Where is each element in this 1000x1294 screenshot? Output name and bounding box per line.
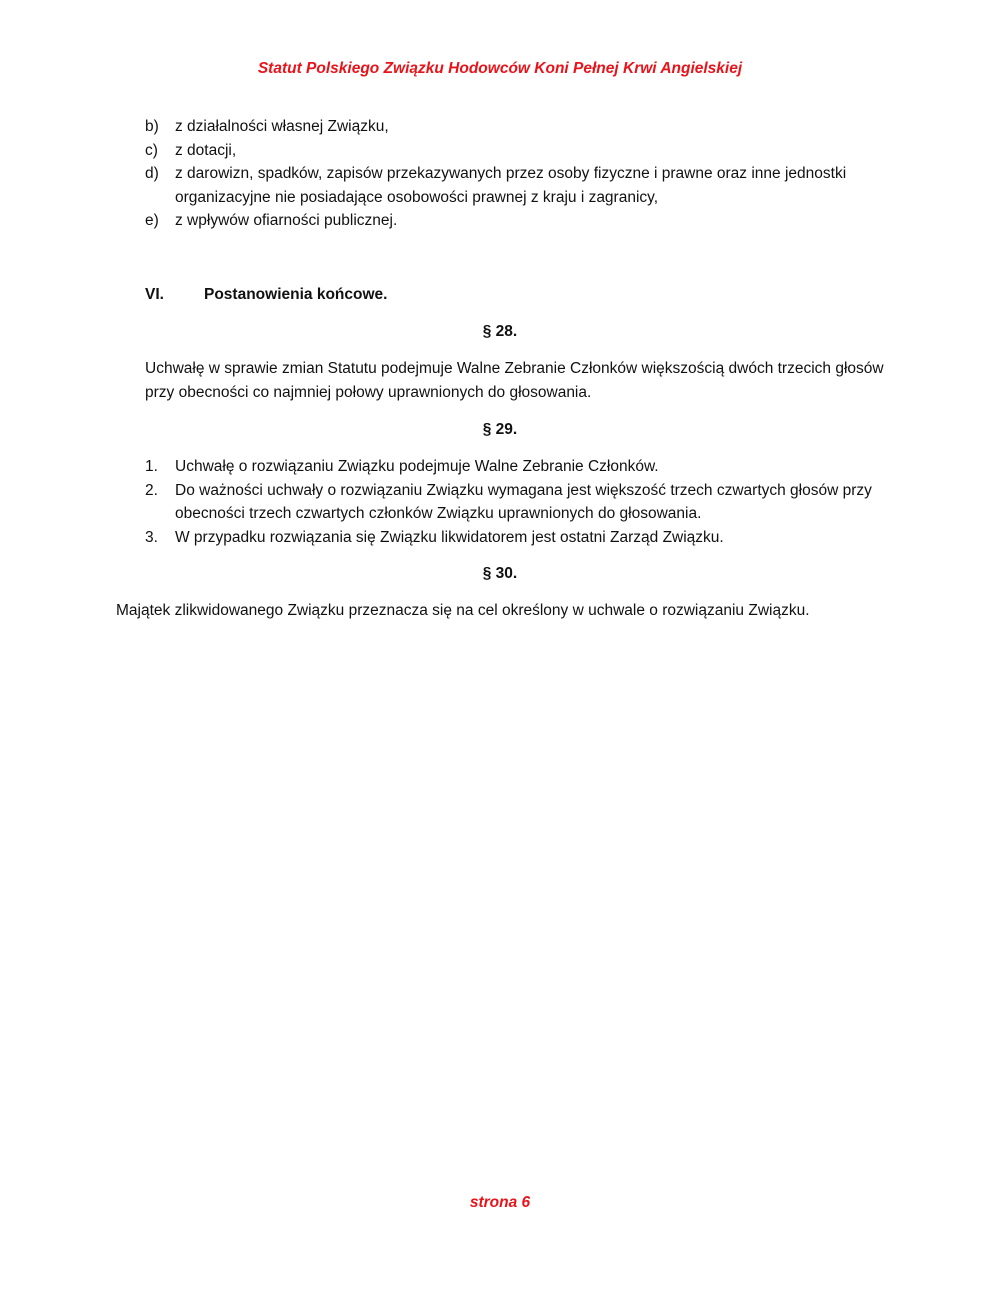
list-item	[145, 115, 890, 139]
page-number: strona 6	[469, 1194, 531, 1211]
list-item	[145, 479, 890, 526]
income-list	[145, 115, 890, 233]
list-text: z działalności własnej Związku,	[175, 118, 389, 135]
list-marker: c)	[145, 141, 158, 159]
paragraph-29-list	[145, 455, 890, 549]
list-marker: d)	[145, 165, 159, 182]
document-header: Statut Polskiego Związku Hodowców Koni Pełnej Krwi Angielskiej	[257, 60, 743, 77]
paragraph-30-title: § 30.	[482, 565, 518, 582]
list-text: z dotacji,	[175, 141, 237, 159]
list-text: z wpływów ofiarności publicznej.	[175, 212, 398, 229]
paragraph-28-title: § 28.	[482, 323, 518, 340]
list-marker: 1.	[145, 458, 158, 475]
list-marker: 2.	[145, 481, 158, 499]
section-heading	[145, 286, 387, 304]
list-marker: e)	[145, 212, 159, 229]
list-text: W przypadku rozwiązania się Związku likwidatorem jest ostatni Zarząd Związku.	[175, 528, 724, 546]
list-item	[145, 139, 890, 163]
list-marker: b)	[145, 118, 159, 135]
list-item	[145, 526, 890, 550]
list-item	[145, 209, 890, 233]
paragraph-29-title: § 29.	[482, 421, 518, 438]
paragraph-30-text: Majątek zlikwidowanego Związku przeznacza się na cel określony w uchwale o rozwiązaniu Związku.	[116, 602, 810, 619]
list-item	[145, 162, 890, 209]
list-text: z darowizn, spadków, zapisów przekazywanych przez osoby fizyczne i prawne oraz inne jednostki organizacyjne nie posiadające osobowości prawnej z kraju i zagranicy,	[175, 165, 847, 206]
list-text: Do ważności uchwały o rozwiązaniu Związku wymagana jest większość trzech czwartych głosów przy obecności trzech czwartych członków Związku uprawnionych do głosowania.	[175, 481, 872, 522]
section-title: Postanowienia końcowe.	[204, 286, 388, 303]
list-item	[145, 455, 890, 479]
section-number: VI.	[145, 286, 164, 303]
list-marker: 3.	[145, 528, 158, 546]
list-text: Uchwałę o rozwiązaniu Związku podejmuje Walne Zebranie Członków.	[175, 458, 659, 475]
paragraph-28-text: Uchwałę w sprawie zmian Statutu podejmuje Walne Zebranie Członków większością dwóch trzecich głosów przy obecności co najmniej połowy uprawnionych do głosowania.	[145, 360, 884, 401]
